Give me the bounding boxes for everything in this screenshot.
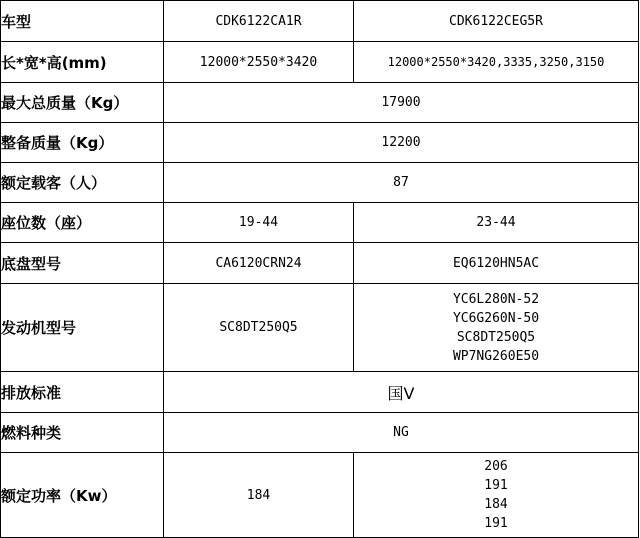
chassis-col1: CA6120CRN24 [164,243,354,284]
engine-option: YC6G260N-50 [452,310,540,326]
power-option: 191 [484,516,508,531]
row-label-seats: 座位数（座） [1,203,164,243]
table-row-gross-mass [1,83,639,123]
power-option: 184 [484,497,508,512]
fuel-value: NG [164,413,639,453]
power-option: 206 [484,459,508,474]
table-row-engine [1,284,639,372]
passengers-value: 87 [164,163,639,203]
table-row-emission [1,372,639,413]
model-col1: CDK6122CA1R [164,1,354,42]
table-row-power [1,453,639,538]
emission-value: 国Ⅴ [164,372,639,413]
engine-option: SC8DT250Q5 [456,329,536,345]
engine-col1: SC8DT250Q5 [164,284,354,372]
row-label-fuel: 燃料种类 [1,413,164,453]
engine-col2 [354,284,639,372]
table-row-fuel [1,413,639,453]
row-label-curb-mass: 整备质量（Kg） [1,123,164,163]
gross-mass-value: 17900 [164,83,639,123]
power-option: 191 [484,478,508,493]
table-row-passengers [1,163,639,203]
dims-col2: 12000*2550*3420,3335,3250,3150 [354,42,639,83]
row-label-model: 车型 [1,1,164,42]
table-row-seats [1,203,639,243]
dims-col1: 12000*2550*3420 [164,42,354,83]
engine-option: WP7NG260E50 [452,348,540,364]
row-label-power: 额定功率（Kw） [1,453,164,538]
table-row-chassis [1,243,639,284]
seats-col1: 19-44 [164,203,354,243]
row-label-chassis: 底盘型号 [1,243,164,284]
chassis-col2: EQ6120HN5AC [354,243,639,284]
table-row-model [1,1,639,42]
seats-col2: 23-44 [354,203,639,243]
row-label-passengers: 额定载客（人） [1,163,164,203]
power-col1: 184 [164,453,354,538]
table-row-dims [1,42,639,83]
engine-option: YC6L280N-52 [452,291,540,307]
model-col2: CDK6122CEG5R [354,1,639,42]
row-label-emission: 排放标准 [1,372,164,413]
row-label-dims: 长*宽*高(mm) [1,42,164,83]
row-label-engine: 发动机型号 [1,284,164,372]
table-row-curb-mass [1,123,639,163]
curb-mass-value: 12200 [164,123,639,163]
row-label-gross-mass: 最大总质量（Kg） [1,83,164,123]
power-col2 [354,453,639,538]
